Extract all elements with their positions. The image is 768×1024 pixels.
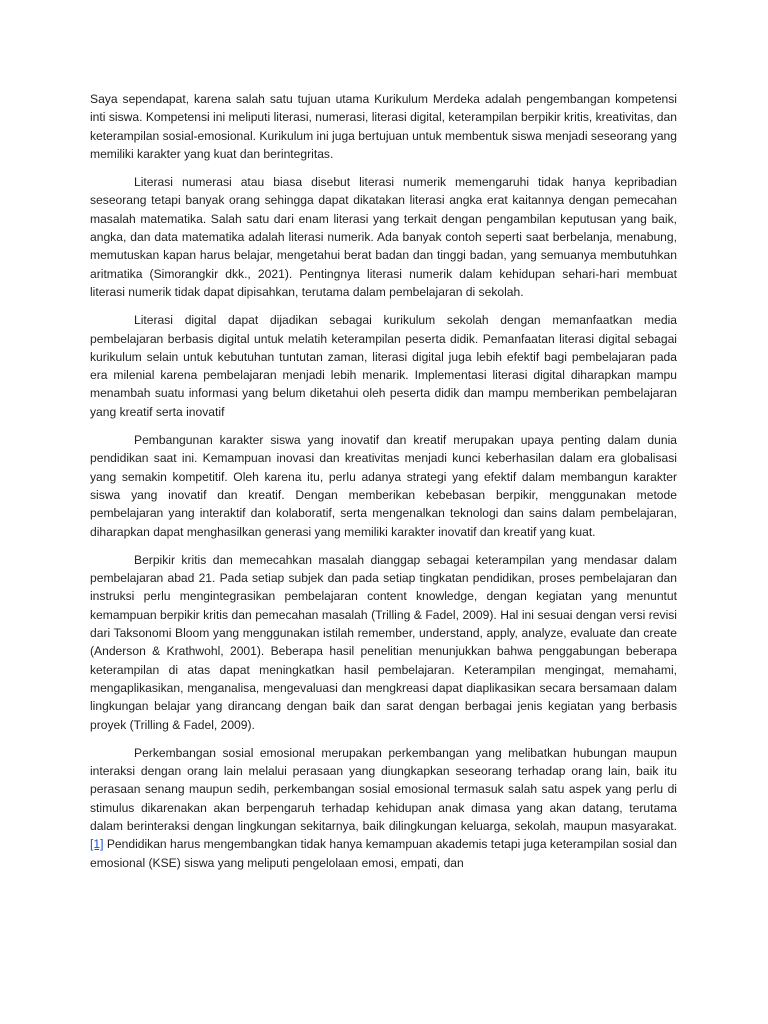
paragraph-text-before: Perkembangan sosial emosional merupakan perkembangan yang melibatkan hubungan maupun interaksi dengan orang lain melalui perasaan yang diungkapkan seseorang terhadap orang lain, baik itu perasaan senang maupun sedih, perkembangan sosial emosional termasuk salah satu aspek yang perlu di stimulus dikarenakan akan berpengaruh terhadap kehidupan anak dimasa yang akan datang, terutama dalam berinteraksi dengan lingkungan sekitarnya, baik dilingkungan keluarga, sekolah, maupun masyarakat. <box>90 745 677 833</box>
footnote-link[interactable]: [1] <box>90 837 104 852</box>
paragraph-literasi-numerasi: Literasi numerasi atau biasa disebut literasi numerik memengaruhi tidak hanya kepribadian seseorang tetapi banyak orang sehingga dapat dikatakan literasi angka erat kaitannya dengan pemecahan masalah matematika. Salah satu dari enam literasi yang terkait dengan pengambilan keputusan yang baik, angka, dan data matematika adalah literasi numerik. Ada banyak contoh seperti saat berbelanja, menabung, memutuskan kapan harus belajar, mengetahui berat badan dan tinggi badan, yang semuanya membutuhkan aritmatika (Simorangkir dkk., 2021). Pentingnya literasi numerik dalam kehidupan sehari-hari membuat literasi numerik tidak dapat dipisahkan, terutama dalam pembelajaran di sekolah. <box>90 175 677 299</box>
document-page <box>90 90 677 882</box>
paragraph-berpikir-kritis: Berpikir kritis dan memecahkan masalah dianggap sebagai keterampilan yang mendasar dalam pembelajaran abad 21. Pada setiap subjek dan pada setiap tingkatan pendidikan, proses pembelajaran dan instruksi perlu mengintegrasikan pembelajaran content knowledge, dengan kegiatan yang menuntut kemampuan berpikir kritis dan pemecahan masalah (Trilling & Fadel, 2009). Hal ini sesuai dengan versi revisi dari Taksonomi Bloom yang menggunakan istilah remember, understand, apply, analyze, evaluate dan create (Anderson & Krathwohl, 2001). Beberapa hasil penelitian menunjukkan bahwa penggabungan beberapa keterampilan di atas dapat meningkatkan hasil pembelajaran. Keterampilan mengingat, memahami, mengaplikasikan, menganalisa, mengevaluasi dan mengkreasi dapat diaplikasikan secara bersamaan dalam lingkungan belajar yang dirancang dengan baik dan sarat dengan berbagai jenis kegiatan yang berbasis proyek (Trilling & Fadel, 2009). <box>90 552 677 732</box>
paragraph-sosial-emosional <box>90 744 677 872</box>
paragraph-karakter-inovatif: Pembangunan karakter siswa yang inovatif dan kreatif merupakan upaya penting dalam dunia pendidikan saat ini. Kemampuan inovasi dan kreativitas menjadi kunci keberhasilan dalam era globalisasi yang semakin kompetitif. Oleh karena itu, perlu adanya strategi yang efektif dalam membangun karakter siswa yang inovatif dan kreatif. Dengan memberikan kebebasan berpikir, menggunakan metode pembelajaran yang interaktif dan kolaboratif, serta mengenalkan teknologi dan sains dalam pembelajaran, diharapkan dapat menghasilkan generasi yang memiliki karakter inovatif dan kreatif yang kuat. <box>90 433 677 539</box>
paragraph-literasi-digital: Literasi digital dapat dijadikan sebagai kurikulum sekolah dengan memanfaatkan media pembelajaran berbasis digital untuk melatih keterampilan peserta didik. Pemanfaatan literasi digital sebagai kurikulum selain untuk kebutuhan tuntutan zaman, literasi digital juga lebih efektif bagi pembelajaran pada era milenial karena pembelajaran menjadi lebih menarik. Implementasi literasi digital diharapkan mampu menambah suatu informasi yang belum diketahui oleh peserta didik dan mampu memberikan pembelajaran yang kreatif serta inovatif <box>90 313 677 419</box>
paragraph-text-after: Pendidikan harus mengembangkan tidak hanya kemampuan akademis tetapi juga keterampilan sosial dan emosional (KSE) siswa yang meliputi pengelolaan emosi, empati, dan <box>90 837 677 870</box>
paragraph-kurikulum-merdeka: Saya sependapat, karena salah satu tujuan utama Kurikulum Merdeka adalah pengembangan kompetensi inti siswa. Kompetensi ini meliputi literasi, numerasi, literasi digital, keterampilan berpikir kritis, kreativitas, dan keterampilan sosial-emosional. Kurikulum ini juga bertujuan untuk membentuk siswa menjadi seseorang yang memiliki karakter yang kuat dan berintegritas. <box>90 92 677 161</box>
